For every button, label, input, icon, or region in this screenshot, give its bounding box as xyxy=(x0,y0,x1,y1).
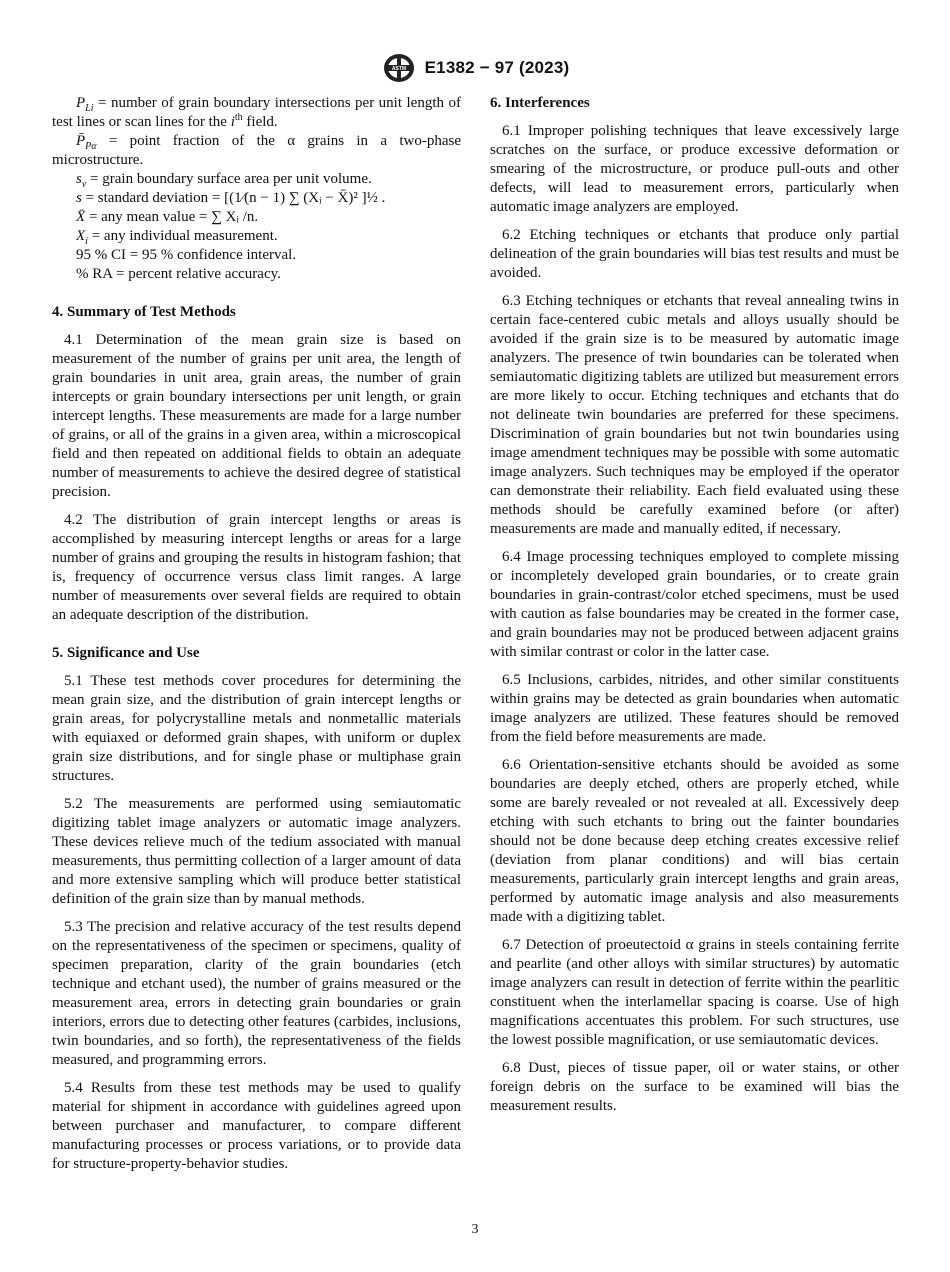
paragraph-4-1: 4.1 Determination of the mean grain size is based on measurement of the number of grains per unit area, the length of grain boundaries in unit area, grain areas, the number of grain intercepts or grain boundary intersections per unit length, or grain intercept lengths. These measurements are made for a large number of grains, or all of the grains in a given area, within a microscopical field and then repeated on additional fields to obtain an adequate number of measurements to achieve the desired degree of statistical precision. xyxy=(52,332,461,500)
definition-ra: % RA = percent relative accuracy. xyxy=(76,266,281,282)
paragraph-6-2: 6.2 Etching techniques or etchants that produce only partial delineation of the grain boundaries will bias test results and must be avoided. xyxy=(490,227,899,281)
paragraph-4-2: 4.2 The distribution of grain intercept lengths or areas is accomplished by measuring intercept lengths or areas for a large number of grains and grouping the results in histogram fashion; that is, frequency of occurrence versus class limit ranges. A large number of measurements over several fields are required to obtain an adequate description of the distribution. xyxy=(52,512,461,623)
paragraph-6-7: 6.7 Detection of proeutectoid α grains in steels containing ferrite and pearlite (and other alloys with similar structures) by automatic image analyzers can result in detection of ferrite within the pearlitic constituent when the interlamellar spacing is coarse. Use of high magnifications accentuates this problem. For such structures, use the lowest possible magnification, or use semiautomatic devices. xyxy=(490,937,899,1048)
standard-designation: E1382 − 97 (2023) xyxy=(424,58,570,77)
paragraph-6-3: 6.3 Etching techniques or etchants that reveal annealing twins in certain face-centered cubic metals and alloys usually should be avoided if the grain size is to be measured by automatic image analyzers. The presence of twin boundaries can be tolerated when semiautomatic digitizing tablets are utilized but measurement errors are more likely to occur. Etching techniques and etchants that do not delineate twin boundaries are preferred for these specimens. Discrimination of grain boundaries but not twin boundaries using image amendment techniques may be possible with some automatic image analyzers. Such techniques may be employed if the operator can demonstrate their reliability. Each field evaluated using these methods should be carefully examined before (or after) measurements are made and manually edited, if necessary. xyxy=(490,293,899,537)
section-4-heading: 4. Summary of Test Methods xyxy=(52,304,236,320)
paragraph-6-1: 6.1 Improper polishing techniques that leave excessively large scratches on the surface, or produce excessive deformation or smearing of the microstructure, or produce pull-outs and other defects, will lead to measurement errors, particularly when automatic image analyzers are employed. xyxy=(490,123,899,215)
left-column xyxy=(52,94,461,1183)
definition-mean: X̄ = any mean value = ∑ Xᵢ /n. xyxy=(76,209,259,225)
paragraph-5-3: 5.3 The precision and relative accuracy of the test results depend on the representativeness of the specimen or specimens, quality of specimen preparation, clarity of the grain boundaries (etch technique and etchant used), the number of grains measured or the measurement area, errors in detecting grain boundaries or grain interiors, errors due to detecting other features (carbides, inclusions, twin boundaries, and so forth), the representativeness of the fields measured, and programming errors. xyxy=(52,919,461,1068)
paragraph-5-4: 5.4 Results from these test methods may be used to qualify material for shipment in accordance with guidelines agreed upon between purchaser and manufacturer, to compare different manufacturing processes or process variations, or to provide data for structure-property-behavior studies. xyxy=(52,1080,461,1172)
definition-ci: 95 % CI = 95 % confidence interval. xyxy=(76,247,297,263)
paragraph-5-2: 5.2 The measurements are performed using semiautomatic digitizing tablet image analyzers or automatic image analyzers. These devices relieve much of the tedium associated with manual measurements, thus permitting collection of a larger amount of data and more extensive sampling which will produce better statistical definition of the grain size than by manual methods. xyxy=(52,796,461,907)
paragraph-6-6: 6.6 Orientation-sensitive etchants should be avoided as some boundaries are deeply etched, others are properly etched, while some are barely revealed or not revealed at all. Excessively deep etching with such etchants to bring out the fainter boundaries should not be done because deep etching creates excessive relief (deviation from planar conditions) and will bias certain measurements, particularly grain intercept lengths and grain areas, performed by automatic image analysis and also measurements made with a digitizing tablet. xyxy=(490,757,899,925)
right-column xyxy=(490,94,899,1125)
section-5-heading: 5. Significance and Use xyxy=(52,645,200,661)
definition-ppa: $P̄_{P\alpha}$ = point fraction of the α grains in a two-phase microstructure. xyxy=(52,133,461,168)
astm-logo-icon xyxy=(381,52,417,84)
paragraph-6-5: 6.5 Inclusions, carbides, nitrides, and other similar constituents within grains may be detected as grain boundaries when automatic image analyzers are utilized. These features should be removed from the field before measurements are made. xyxy=(490,672,899,745)
paragraph-6-8: 6.8 Dust, pieces of tissue paper, oil or water stains, or other foreign debris on the surface to be examined will bias the measurement results. xyxy=(490,1060,899,1114)
definition-xi: $X_i$ = any individual measurement. xyxy=(76,228,278,247)
astm-logo-text: ASTM xyxy=(391,66,406,72)
page-number: 3 xyxy=(471,1222,479,1237)
definition-pli: $P_{Li}$ = number of grain boundary intersections per unit length of test lines or scan lines for the $i^{th}$ field. xyxy=(52,95,461,130)
page-header xyxy=(0,52,950,86)
paragraph-5-1: 5.1 These test methods cover procedures for determining the mean grain size, and the distribution of grain intercept lengths or grain areas, for polycrystalline metals and nonmetallic materials with equiaxed or deformed grain shapes, with uniform or duplex grain size distributions, and for single phase or multiphase grain structures. xyxy=(52,673,461,784)
section-6-heading: 6. Interferences xyxy=(490,95,590,111)
definition-s: s = standard deviation = [(1⁄(n − 1) ∑ (Xᵢ − X̄)² ]½ . xyxy=(76,190,386,206)
definition-sv: $s_v$ = grain boundary surface area per unit volume. xyxy=(76,171,372,190)
paragraph-6-4: 6.4 Image processing techniques employed to complete missing or incompletely developed grain boundaries, or to create grain boundaries in grain-contrast/color etched specimens, must be used with caution as false boundaries may be created in the former case, and grain boundaries may not be produced between adjacent grains with similar contrast or color in the latter case. xyxy=(490,549,899,660)
